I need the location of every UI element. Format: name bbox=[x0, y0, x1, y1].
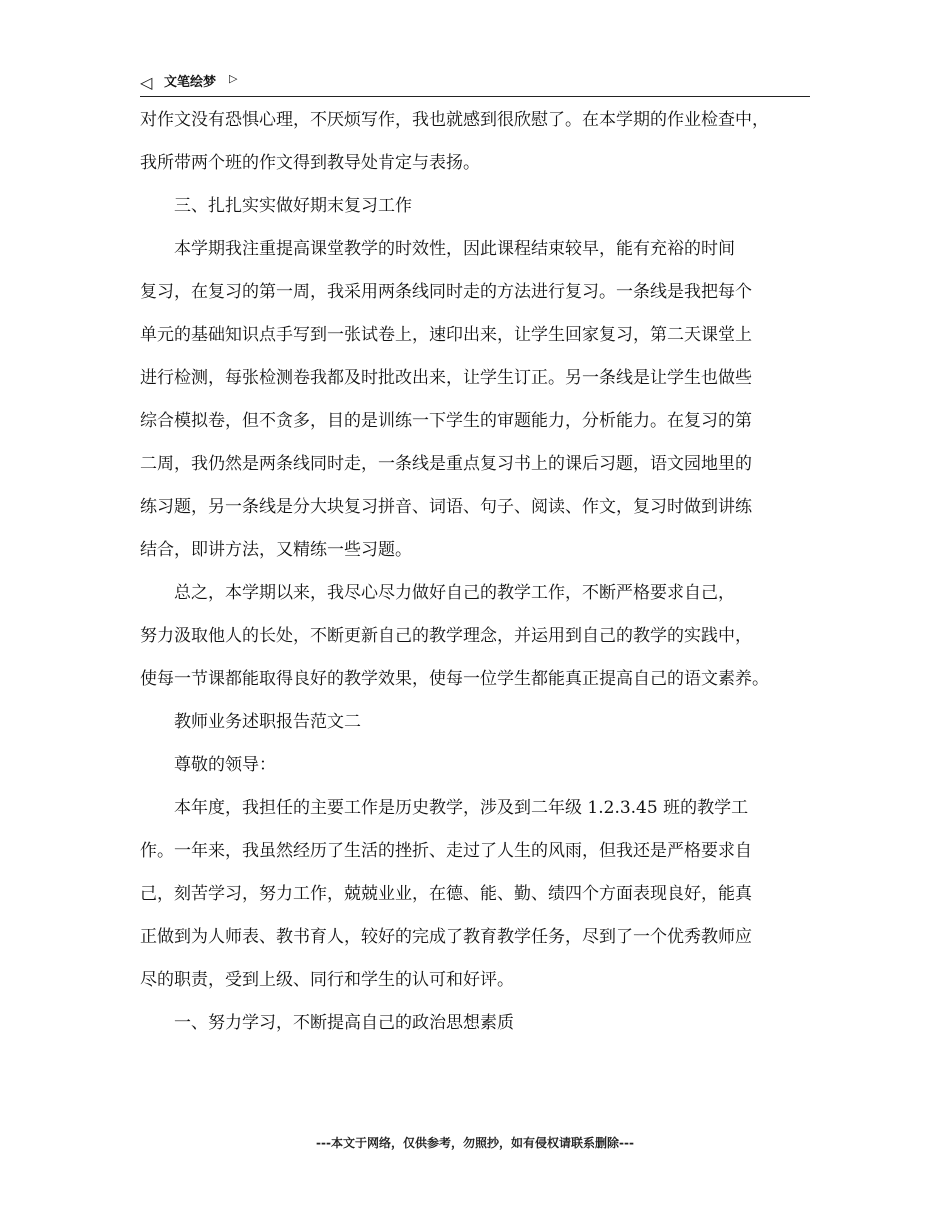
salutation: 尊敬的领导： bbox=[140, 755, 276, 775]
paragraph-line: 正做到为人师表、教书育人，较好的完成了教育教学任务，尽到了一个优秀教师应 bbox=[140, 927, 752, 947]
section-heading: 教师业务述职报告范文二 bbox=[140, 712, 361, 732]
header-title: 文笔绘梦 bbox=[164, 75, 217, 90]
page-header bbox=[140, 70, 810, 97]
triangle-left-icon: ◁ bbox=[140, 73, 153, 92]
document-body bbox=[140, 106, 820, 1052]
paragraph-line: 尽的职责，受到上级、同行和学生的认可和好评。 bbox=[140, 970, 514, 990]
paragraph-line: 练习题，另一条线是分大块复习拼音、词语、句子、阅读、作文，复习时做到讲练 bbox=[140, 497, 752, 517]
paragraph-line: 作。一年来，我虽然经历了生活的挫折、走过了人生的风雨，但我还是严格要求自 bbox=[140, 841, 752, 861]
paragraph-line: 进行检测，每张检测卷我都及时批改出来，让学生订正。另一条线是让学生也做些 bbox=[140, 368, 752, 388]
footer-disclaimer: ---本文于网络，仅供参考，勿照抄，如有侵权请联系删除--- bbox=[316, 1136, 634, 1150]
paragraph-line: 本年度，我担任的主要工作是历史教学，涉及到二年级 1.2.3.45 班的教学工 bbox=[140, 798, 749, 818]
paragraph-line: 本学期我注重提高课堂教学的时效性，因此课程结束较早，能有充裕的时间 bbox=[140, 239, 735, 259]
paragraph-line: 综合模拟卷，但不贪多，目的是训练一下学生的审题能力，分析能力。在复习的第 bbox=[140, 411, 752, 431]
paragraph-line: 二周，我仍然是两条线同时走，一条线是重点复习书上的课后习题，语文园地里的 bbox=[140, 454, 752, 474]
paragraph-line: 己，刻苦学习，努力工作，兢兢业业，在德、能、勤、绩四个方面表现良好，能真 bbox=[140, 884, 752, 904]
paragraph-line: 使每一节课都能取得良好的教学效果，使每一位学生都能真正提高自己的语文素养。 bbox=[140, 669, 769, 689]
section-heading: 一、努力学习，不断提高自己的政治思想素质 bbox=[140, 1013, 514, 1033]
paragraph-line: 我所带两个班的作文得到教导处肯定与表扬。 bbox=[140, 153, 480, 173]
paragraph-line: 总之，本学期以来，我尽心尽力做好自己的教学工作，不断严格要求自己， bbox=[140, 583, 735, 603]
paragraph-line: 单元的基础知识点手写到一张试卷上，速印出来，让学生回家复习，第二天课堂上 bbox=[140, 325, 752, 345]
paragraph-line: 复习，在复习的第一周，我采用两条线同时走的方法进行复习。一条线是我把每个 bbox=[140, 282, 752, 302]
paragraph-line: 结合，即讲方法，又精练一些习题。 bbox=[140, 540, 412, 560]
paragraph-line: 努力汲取他人的长处，不断更新自己的教学理念，并运用到自己的教学的实践中， bbox=[140, 626, 752, 646]
section-heading: 三、扎扎实实做好期末复习工作 bbox=[140, 196, 412, 216]
paragraph-line: 对作文没有恐惧心理，不厌烦写作，我也就感到很欣慰了。在本学期的作业检查中， bbox=[140, 110, 769, 130]
triangle-right-icon: ▷ bbox=[229, 72, 238, 85]
